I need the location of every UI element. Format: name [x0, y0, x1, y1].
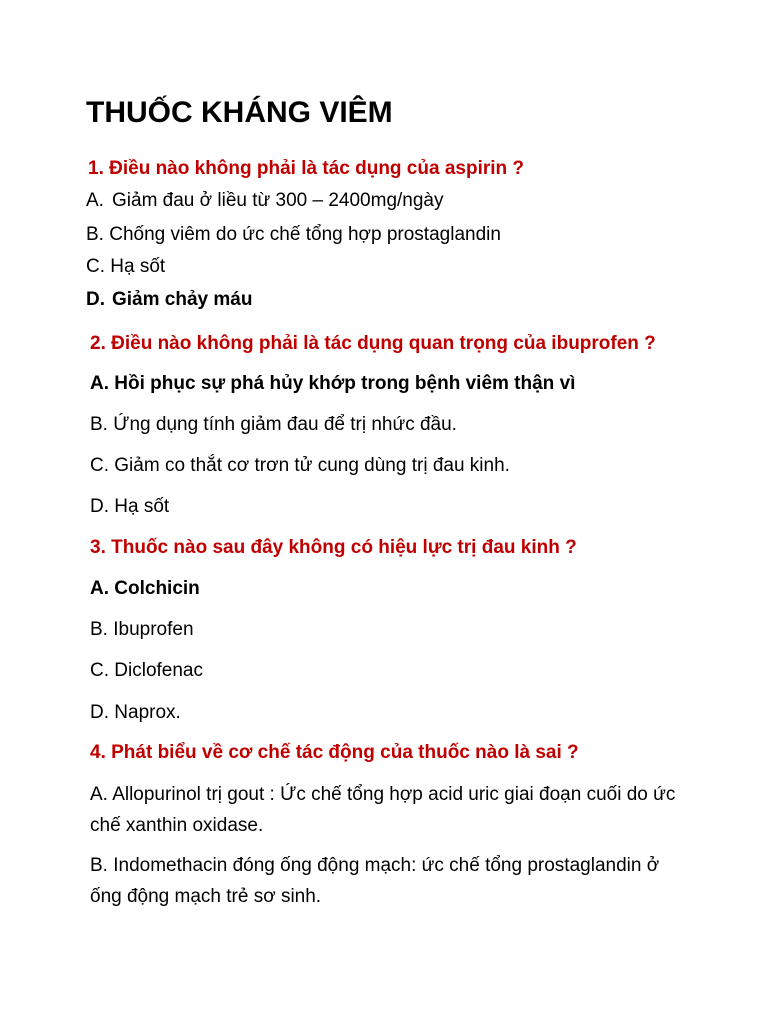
option-text: Hồi phục sự phá hủy khớp trong bệnh viêm thận vì	[114, 373, 576, 394]
question-4-option-b	[90, 850, 690, 912]
page-title: THUỐC KHÁNG VIÊM	[86, 96, 393, 129]
option-label: D.	[90, 496, 109, 517]
option-text: Colchicin	[114, 578, 200, 599]
question-3-option-d	[90, 702, 181, 724]
question-1: 1. Điều nào không phải là tác dụng của aspirin ?	[88, 158, 525, 179]
option-label: C.	[90, 455, 109, 476]
question-2-option-d	[90, 496, 169, 518]
option-label: D.	[90, 702, 109, 723]
option-text: Diclofenac	[114, 660, 203, 681]
question-2-option-c	[90, 455, 510, 477]
option-text: Ibuprofen	[113, 619, 194, 640]
question-2-option-a	[90, 373, 575, 395]
option-text: Hạ sốt	[114, 496, 170, 517]
question-1-option-a	[86, 190, 444, 212]
question-3-option-b	[90, 619, 194, 641]
option-label: C.	[86, 256, 105, 277]
question-2: 2. Điều nào không phải là tác dụng quan trọng của ibuprofen ?	[90, 333, 656, 354]
option-text: Chống viêm do ức chế tổng hợp prostaglandin	[109, 224, 501, 245]
option-label: B.	[90, 855, 108, 876]
option-text: Giảm đau ở liều từ 300 – 2400mg/ngày	[112, 190, 444, 211]
option-text: Naprox.	[114, 702, 181, 723]
question-1-option-b	[86, 224, 501, 246]
question-3-option-c	[90, 660, 203, 682]
option-text: Indomethacin đóng ống động mạch: ức chế tổng prostaglandin ở ống động mạch trẻ sơ sinh.	[90, 855, 660, 907]
option-label: A.	[90, 373, 109, 394]
option-label: A.	[90, 578, 109, 599]
question-3-option-a	[90, 578, 200, 600]
option-label: A.	[86, 190, 104, 211]
question-1-option-d	[86, 289, 252, 311]
question-4-option-a	[90, 779, 690, 841]
option-text: Allopurinol trị gout : Ức chế tổng hợp acid uric giai đoạn cuối do ức chế xanthin oxidase.	[90, 784, 676, 836]
question-1-option-c	[86, 256, 165, 278]
option-label: B.	[90, 619, 108, 640]
option-text: Giảm chảy máu	[112, 289, 253, 310]
question-2-option-b	[90, 414, 457, 436]
option-label: D.	[86, 289, 105, 310]
option-label: C.	[90, 660, 109, 681]
option-label: B.	[86, 224, 104, 245]
option-label: A.	[90, 784, 108, 805]
option-text: Hạ sốt	[110, 256, 166, 277]
question-3: 3. Thuốc nào sau đây không có hiệu lực trị đau kinh ?	[90, 537, 577, 558]
option-text: Ứng dụng tính giảm đau để trị nhức đầu.	[113, 414, 457, 435]
option-text: Giảm co thắt cơ trơn tử cung dùng trị đau kinh.	[114, 455, 510, 476]
question-4: 4. Phát biểu về cơ chế tác động của thuốc nào là sai ?	[90, 742, 579, 763]
option-label: B.	[90, 414, 108, 435]
